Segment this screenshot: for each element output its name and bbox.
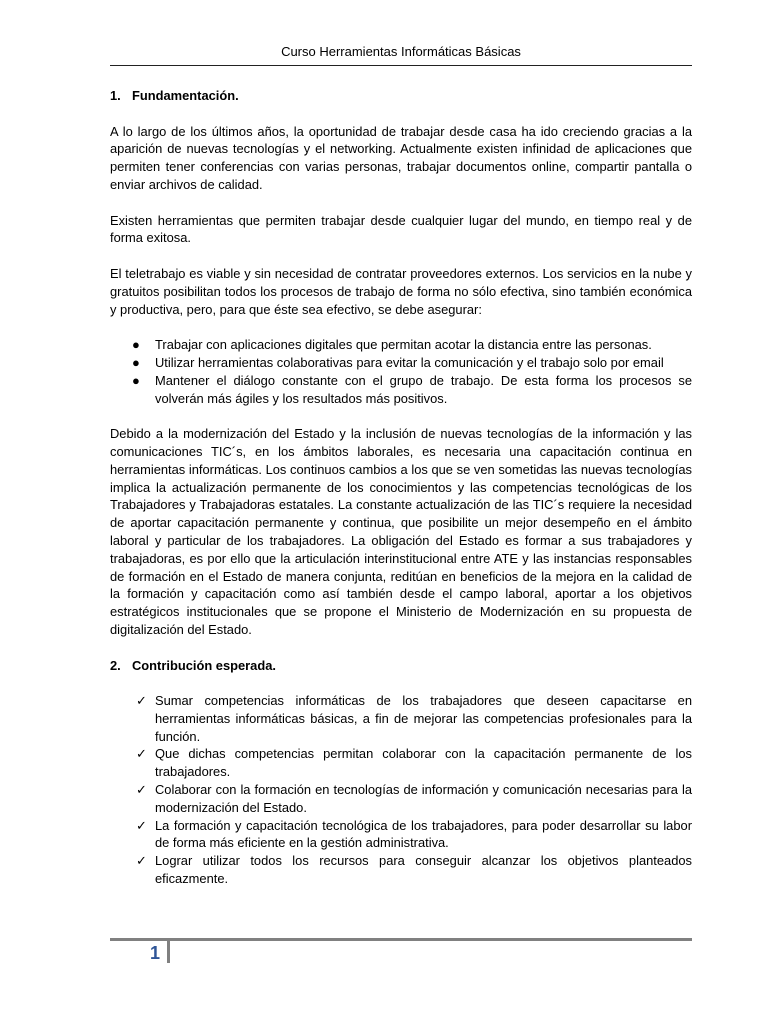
paragraph: Debido a la modernización del Estado y la inclusión de nuevas tecnologías de la información y las comunicaciones TIC´s, en los ámbitos laborales, es necesaria una capacitación continua en herramientas informáticas. Los continuos cambios a los que se ven sometidas las nuevas tecnologías implica la actualización permanente de los conocimientos y las competencias tecnológicas de los Trabajadores y Trabajadoras estatales. La constante actualización de las TIC´s requiere la necesidad de aportar capacitación permanente y continua, que posibilite un mejor desempeño en el ámbito laboral y particular de los trabajadores. La obligación del Estado es formar a sus trabajadores y trabajadoras, es por ello que la articulación interinstitucional entre ATE y las instancias responsables de formación en el Estado de manera conjunta, reditúan en beneficios de la mejora en la calidad de la formación y capacitación como así también desde el campo laboral, aportar a los objetivos estratégicos institucionales que se propone el Ministerio de Modernización en su propuesta de digitalización del Estado. bbox=[110, 426, 692, 637]
document-body bbox=[110, 87, 692, 906]
checkmark-icon: ✓ bbox=[136, 693, 147, 709]
paragraph: El teletrabajo es viable y sin necesidad de contratar proveedores externos. Los servicios en la nube y gratuitos posibilitan todos los procesos de trabajo de forma no sólo efectiva, sino también económica y productiva, pero, para que éste sea efectivo, se debe asegurar: bbox=[110, 265, 692, 317]
list-item bbox=[110, 745, 692, 781]
checkmark-icon: ✓ bbox=[136, 817, 147, 833]
section-2-heading bbox=[110, 657, 692, 675]
paragraph: A lo largo de los últimos años, la oportunidad de trabajar desde casa ha ido creciendo gracias a la aparición de nuevas tecnologías y el networking. Actualmente existen infinidad de aplicaciones que permiten tener conferencias con varias personas, trabajar documentos online, compartir pantalla o enviar archivos de calidad. bbox=[110, 123, 692, 192]
checkmark-icon: ✓ bbox=[136, 853, 147, 869]
section-1-title: Fundamentación. bbox=[132, 88, 239, 103]
section-2-title: Contribución esperada. bbox=[132, 657, 276, 673]
bullet-dot-icon: ● bbox=[132, 354, 140, 370]
list-item bbox=[110, 817, 692, 853]
list-item-text: La formación y capacitación tecnológica de los trabajadores, para poder desarrollar su labor de forma más eficiente en la gestión administrativa. bbox=[155, 817, 692, 851]
list-item-text: Trabajar con aplicaciones digitales que permitan acotar la distancia entre las personas. bbox=[155, 337, 652, 353]
list-item bbox=[110, 852, 692, 888]
list-item-text: Que dichas competencias permitan colaborar con la capacitación permanente de los trabajadores. bbox=[155, 746, 692, 780]
section-1-heading bbox=[110, 87, 692, 105]
checklist bbox=[110, 692, 692, 888]
bullet-dot-icon: ● bbox=[132, 372, 140, 388]
list-item bbox=[110, 336, 692, 354]
checkmark-icon: ✓ bbox=[136, 746, 147, 762]
bullet-dot-icon: ● bbox=[132, 337, 140, 353]
list-item-text: Lograr utilizar todos los recursos para conseguir alcanzar los objetivos planteados eficazmente. bbox=[155, 853, 692, 887]
section-1-number: 1. bbox=[110, 88, 121, 103]
list-item-text: Colaborar con la formación en tecnologías de información y comunicación necesarias para la modernización del Estado. bbox=[155, 782, 692, 815]
paragraph: Existen herramientas que permiten trabajar desde cualquier lugar del mundo, en tiempo real y de forma exitosa. bbox=[110, 212, 692, 246]
header-divider bbox=[110, 65, 692, 66]
page-number-separator bbox=[167, 941, 170, 963]
page-header: Curso Herramientas Informáticas Básicas bbox=[281, 44, 521, 59]
list-item bbox=[110, 354, 692, 372]
checkmark-icon: ✓ bbox=[136, 782, 147, 798]
list-item-text: Utilizar herramientas colaborativas para evitar la comunicación y el trabajo solo por email bbox=[155, 354, 664, 370]
list-item bbox=[110, 372, 692, 408]
list-item-text: Sumar competencias informáticas de los trabajadores que deseen capacitarse en herramientas informáticas básicas, a fin de mejorar las competencias profesionales para la función. bbox=[155, 693, 692, 744]
footer-divider bbox=[110, 938, 692, 941]
section-2-number: 2. bbox=[110, 657, 121, 673]
list-item bbox=[110, 692, 692, 745]
list-item bbox=[110, 781, 692, 817]
page-number: 1 bbox=[150, 943, 161, 963]
list-item-text: Mantener el diálogo constante con el grupo de trabajo. De esta forma los procesos se volverán más ágiles y los resultados más positivos. bbox=[155, 372, 692, 406]
bullet-list bbox=[110, 336, 692, 407]
